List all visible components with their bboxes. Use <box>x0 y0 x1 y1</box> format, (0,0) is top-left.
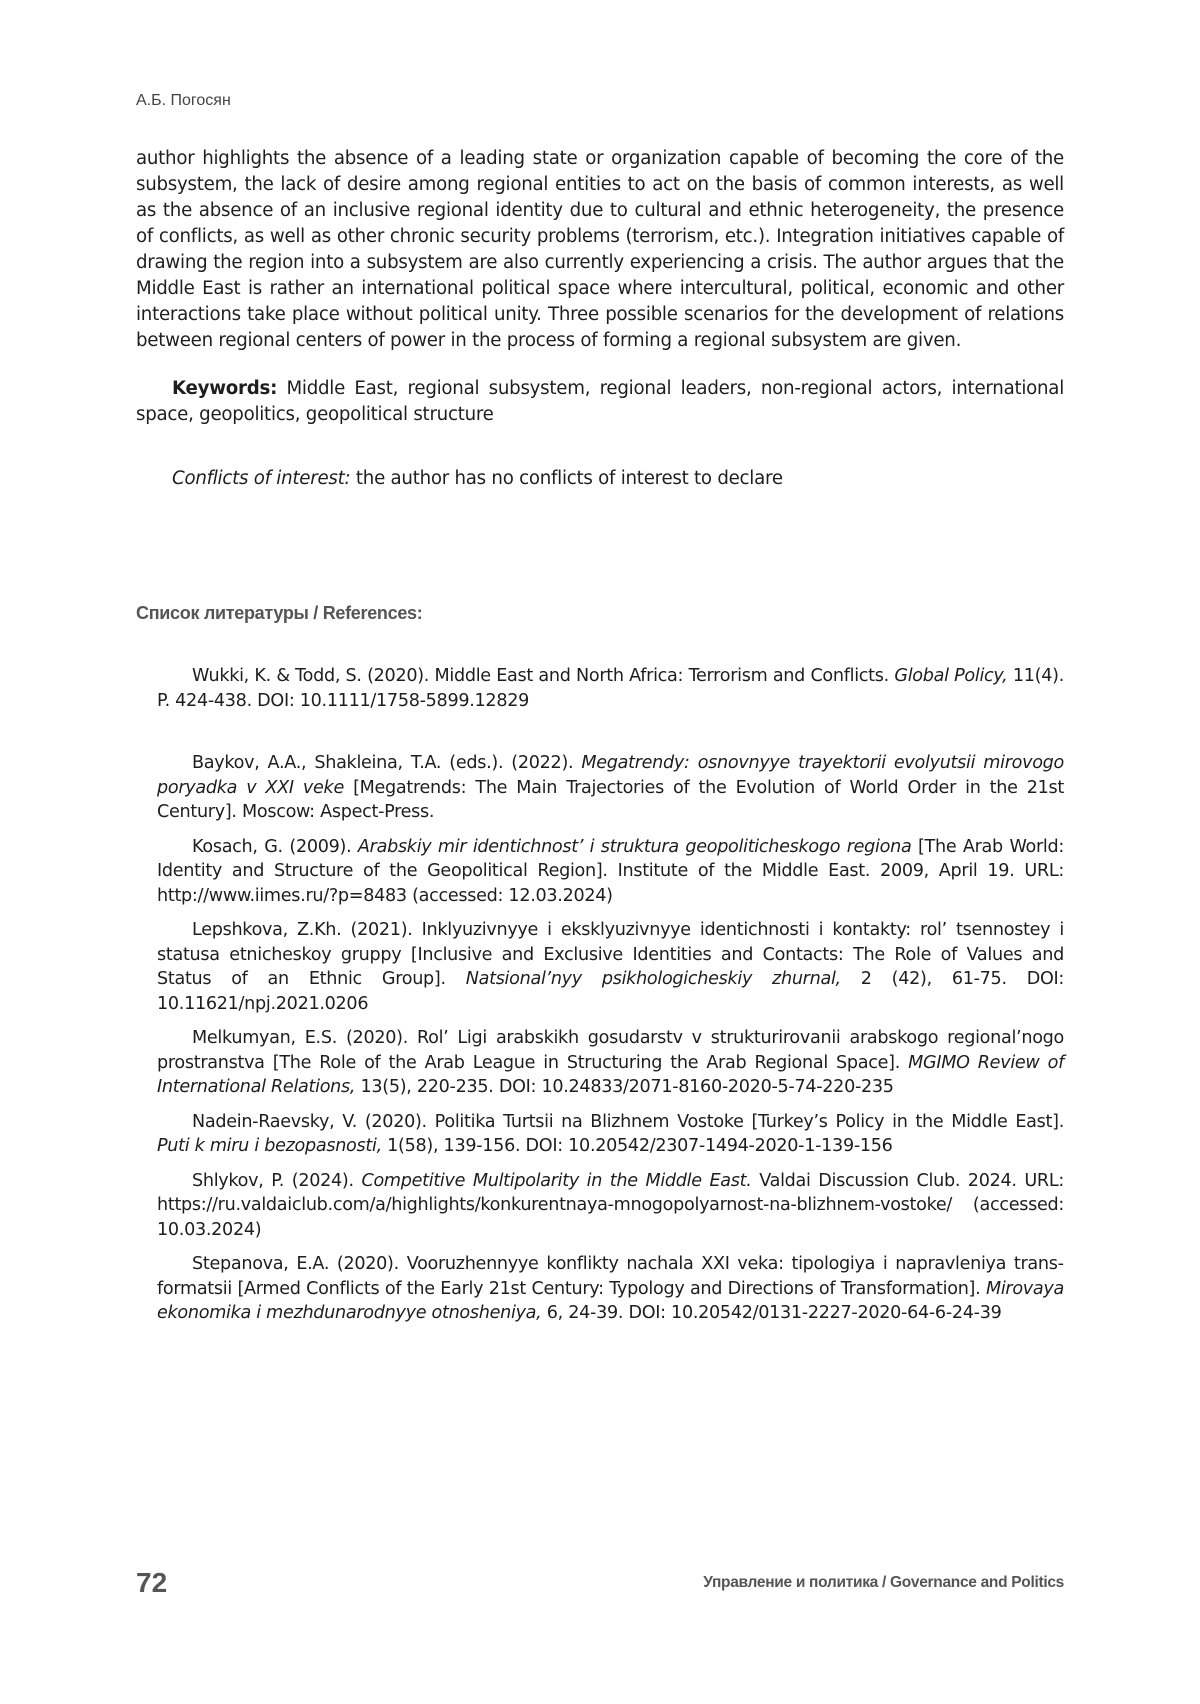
reference-item <box>157 835 1064 909</box>
reference-item <box>157 1252 1064 1326</box>
reference-italic: MGIMO Review of International Relations, <box>157 1052 1064 1097</box>
reference-text: [Megatrends: The Main Trajectories of the Evolution of World Order in the 21st Century]. Moscow: Aspect-Press. <box>157 777 1064 822</box>
page-number: 72 <box>136 1567 168 1598</box>
reference-text: Shlykov, P. (2024). <box>192 1170 362 1191</box>
abstract-paragraph: author highlights the absence of a leading state or organization capable of becoming the core of the subsystem, the lack of desire among regional entities to act on the basis of common interests, as well as the absence of an inclusive regional identity due to cultural and ethnic heterogeneity, the presence of conflicts, as well as other chronic security problems (terrorism, etc.). Integration initiatives capable of drawing the region into a subsystem are also currently experiencing a crisis. The author argues that the Middle East is rather an international political space where intercultural, political, economic and other interactions take place without political unity. Three possible scenarios for the development of relations between regional centers of power in the process of forming a regional subsystem are given. <box>136 148 1064 351</box>
reference-italic: Arabskiy mir identichnost’ i struktura geopoliticheskogo regiona <box>357 836 912 857</box>
keywords-label: Keywords: <box>172 378 278 399</box>
reference-item <box>157 1026 1064 1100</box>
keywords-paragraph <box>136 376 1064 428</box>
reference-italic: Puti k miru i bezopasnosti, <box>157 1136 382 1156</box>
reference-text: 13(5), 220-235. DOI: 10.24833/2071-8160-2020-5-74-220-235 <box>355 1077 894 1097</box>
reference-item <box>157 664 1064 713</box>
reference-text: Lepshkova, Z.Kh. (2021). Inklyuzivnyye i eksklyuzivnyye identichnosti i kontakty: rol’ tsennostey i statusa etnicheskoy gruppy [Inclusive and Exclusive Identities and Contacts: The Role of Values and Status of an Ethnic Group]. <box>157 920 1064 989</box>
reference-text: 2 (42), 61-75. DOI: 10.11621/npj.2021.0206 <box>157 969 1065 1014</box>
reference-text: [The Arab World: Identity and Structure of the Geopolitical Region]. Institute of the Middle East. 2009, April 19. URL: http://www.iimes.ru/?p=8483 (accessed: 12.03.2024) <box>157 836 1064 906</box>
reference-text: Baykov, A.A., Shakleina, T.A. (eds.). (2022). <box>192 753 582 773</box>
running-head: А.Б. Погосян <box>136 92 231 109</box>
references-heading: Список литературы / References: <box>136 603 423 623</box>
keywords-text: Middle East, regional subsystem, regional leaders, non-regional actors, international space, geopolitics, geopolitical structure <box>136 378 1064 425</box>
conflicts-paragraph <box>136 466 1064 492</box>
reference-text: Melkumyan, E.S. (2020). Rol’ Ligi arabskikh gosudarstv v strukturirovanii arabskogo regional’nogo prostranstva [The Role of the Arab League in Structuring the Arab Regional Space]. <box>157 1028 1064 1073</box>
reference-text: 11(4). P. 424-438. DOI: 10.1111/1758-5899.12829 <box>157 666 1064 711</box>
reference-text: Stepanova, E.A. (2020). Vooruzhennyye konflikty nachala XXI veka: tipologiya i napravleniya transformatsii [Armed Conflicts of the Early 21st Century: Typology and Directions of Transformation]. <box>157 1254 1064 1299</box>
reference-item <box>157 918 1064 1016</box>
reference-text: Wukki, K. & Todd, S. (2020). Middle East and North Africa: Terrorism and Conflicts. <box>192 666 895 686</box>
reference-text: Nadein-Raevsky, V. (2020). Politika Turtsii na Blizhnem Vostoke [Turkey’s Policy in the Middle East]. <box>192 1111 1064 1132</box>
journal-title: Управление и политика / Governance and Politics <box>703 1574 1064 1591</box>
reference-text: 1(58), 139-156. DOI: 10.20542/2307-1494-2020-1-139-156 <box>381 1136 893 1156</box>
reference-item <box>157 1110 1064 1159</box>
reference-italic: Competitive Multipolarity in the Middle East. <box>361 1170 752 1191</box>
reference-italic: Megatrendy: osnovnyye trayektorii evolyutsii mirovogo poryadka v XXI veke <box>157 753 1064 798</box>
references-list <box>157 664 1064 1336</box>
reference-italic: Natsional’nyy psikhologicheskiy zhurnal, <box>465 969 841 989</box>
reference-text: Kosach, G. (2009). <box>192 836 358 857</box>
body-text <box>136 146 1064 492</box>
reference-text: Valdai Discussion Club. 2024. URL: https://ru.valdaiclub.com/a/highlights/konkurentnaya-mnogopolyarnost-na-blizhnem-vostoke/ (accessed: 10.03.2024) <box>157 1170 1064 1240</box>
reference-text: 6, 24-39. DOI: 10.20542/0131-2227-2020-64-6-24-39 <box>541 1303 1002 1323</box>
reference-italic: Global Policy, <box>894 666 1008 686</box>
conflicts-text: the author has no conflicts of interest to declare <box>350 468 783 489</box>
reference-item <box>157 1169 1064 1243</box>
reference-italic: Mirovaya ekonomika i mezhdunarodnyye otnosheniya, <box>157 1278 1064 1323</box>
reference-item <box>157 751 1064 825</box>
conflicts-label: Conflicts of interest: <box>172 468 351 489</box>
